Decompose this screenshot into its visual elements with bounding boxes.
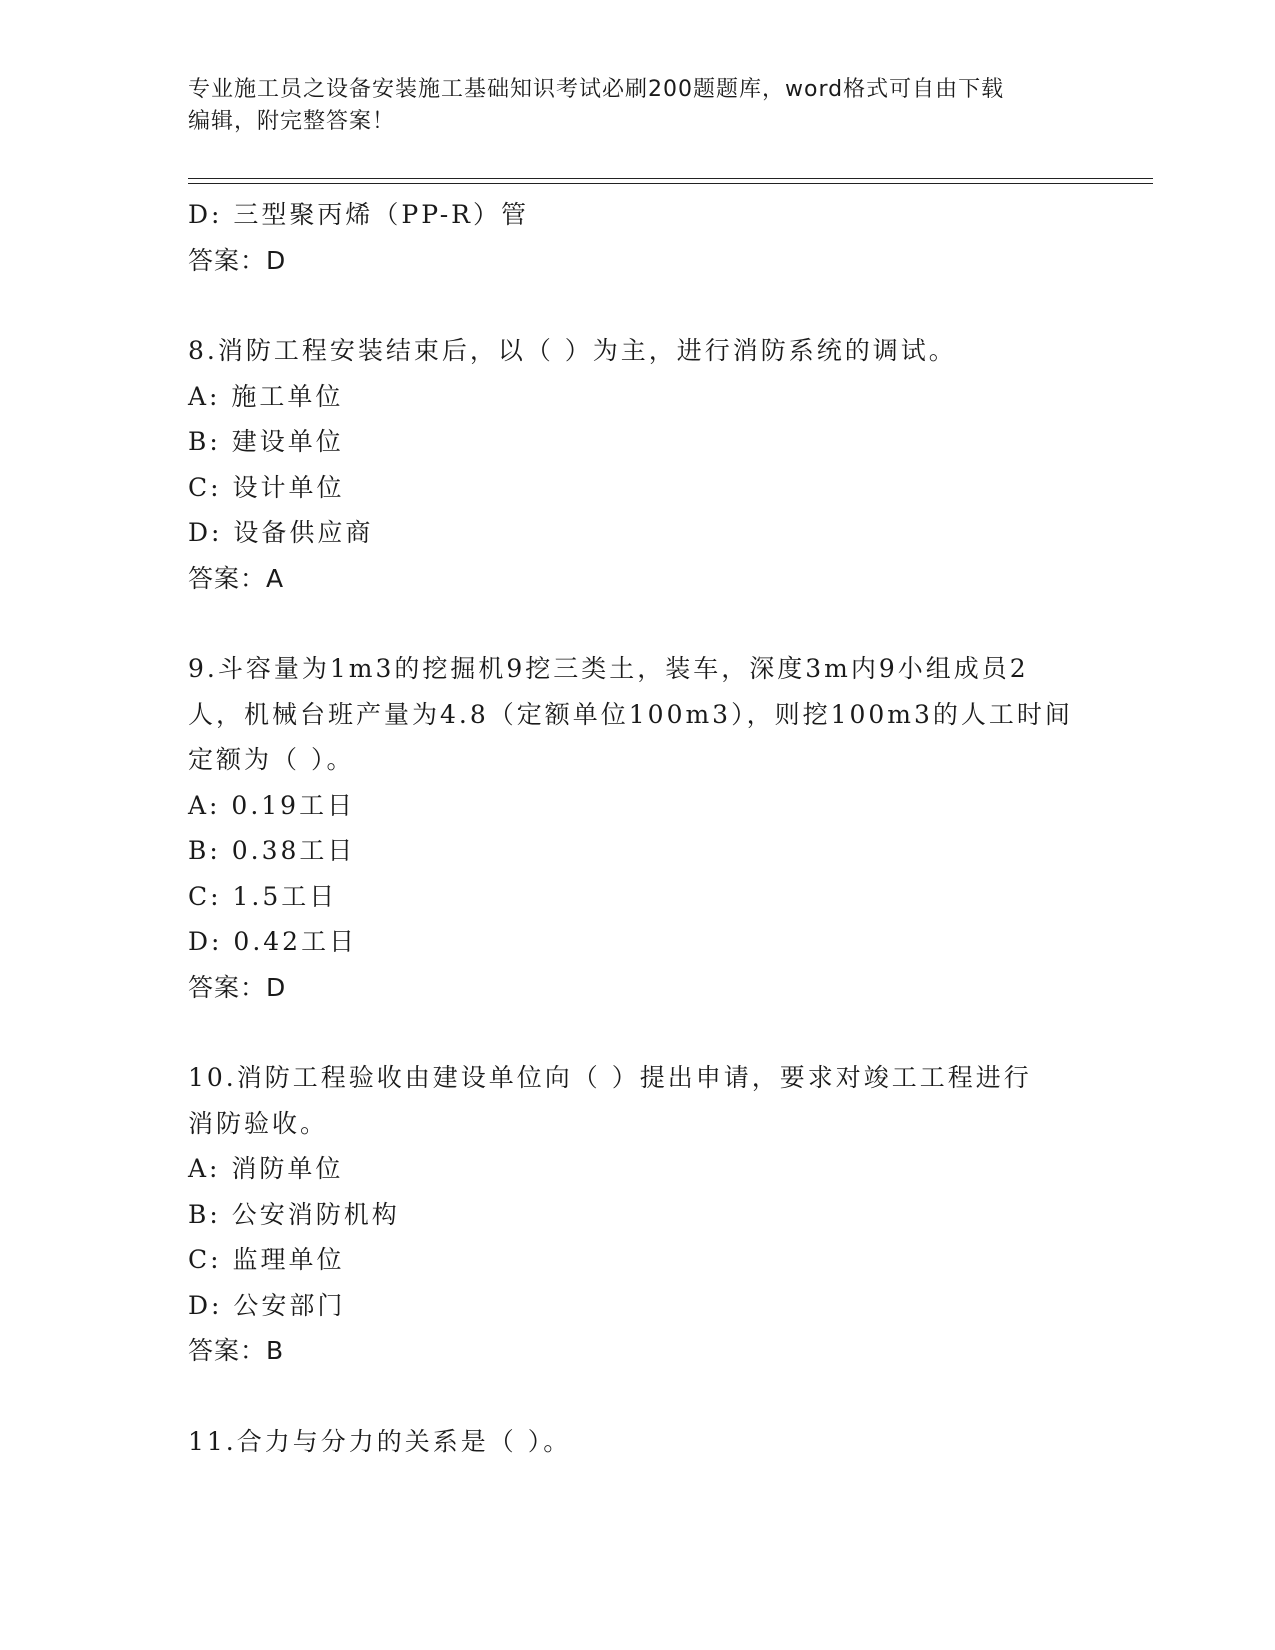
option-c: C: 1.5工日	[188, 881, 338, 911]
answer-line: 答案：A	[188, 563, 285, 593]
option-d: D: 公安部门	[188, 1290, 346, 1320]
question-stem-line: 10.消防工程验收由建设单位向（ ）提出申请，要求对竣工工程进行	[188, 1063, 1032, 1092]
question-list	[188, 192, 1088, 1464]
option-b: B: 0.38工日	[188, 836, 356, 865]
question-stem-line: 消防验收。	[188, 1108, 329, 1138]
option-c: C: 设计单位	[188, 472, 345, 502]
header-line-2: 编辑，附完整答案！	[188, 109, 396, 134]
option-d: D: 0.42工日	[188, 927, 358, 956]
answer-line: 答案：D	[188, 972, 287, 1002]
question-10	[188, 1055, 1088, 1374]
question-9	[188, 646, 1088, 1010]
option-d: D: 设备供应商	[188, 518, 374, 547]
question-stem-line: 人，机械台班产量为4.8（定额单位100m3），则挖100m3的人工时间	[188, 699, 1073, 729]
spacer	[188, 601, 1088, 646]
option-a: A: 施工单位	[188, 381, 344, 411]
option-b: B: 建设单位	[188, 427, 344, 456]
question-stem-line: 8.消防工程安装结束后，以（ ）为主，进行消防系统的调试。	[188, 336, 957, 365]
question-stem-line: 定额为（ ）。	[188, 745, 355, 774]
answer-line: 答案：D	[188, 245, 287, 275]
option-a: A: 消防单位	[188, 1154, 344, 1183]
carryover-block	[188, 192, 1088, 283]
question-11	[188, 1419, 1088, 1465]
question-8	[188, 328, 1088, 601]
option-d: D: 三型聚丙烯（PP-R）管	[188, 200, 529, 229]
header-line-1: 专业施工员之设备安装施工基础知识考试必刷200题题库，word格式可自由下载	[188, 77, 1005, 102]
question-stem-line: 11.合力与分力的关系是（ ）。	[188, 1426, 572, 1456]
spacer	[188, 1010, 1088, 1055]
spacer	[188, 283, 1088, 328]
header-divider-top	[188, 178, 1153, 179]
answer-line: 答案：B	[188, 1336, 285, 1365]
option-c: C: 监理单位	[188, 1245, 345, 1274]
option-a: A: 0.19工日	[188, 790, 356, 820]
option-b: B: 公安消防机构	[188, 1199, 400, 1229]
document-header	[188, 74, 1068, 138]
header-divider-bottom	[188, 183, 1153, 184]
question-stem-line: 9.斗容量为1m3的挖掘机9挖三类土，装车，深度3m内9小组成员2	[188, 654, 1029, 683]
spacer	[188, 1374, 1088, 1419]
